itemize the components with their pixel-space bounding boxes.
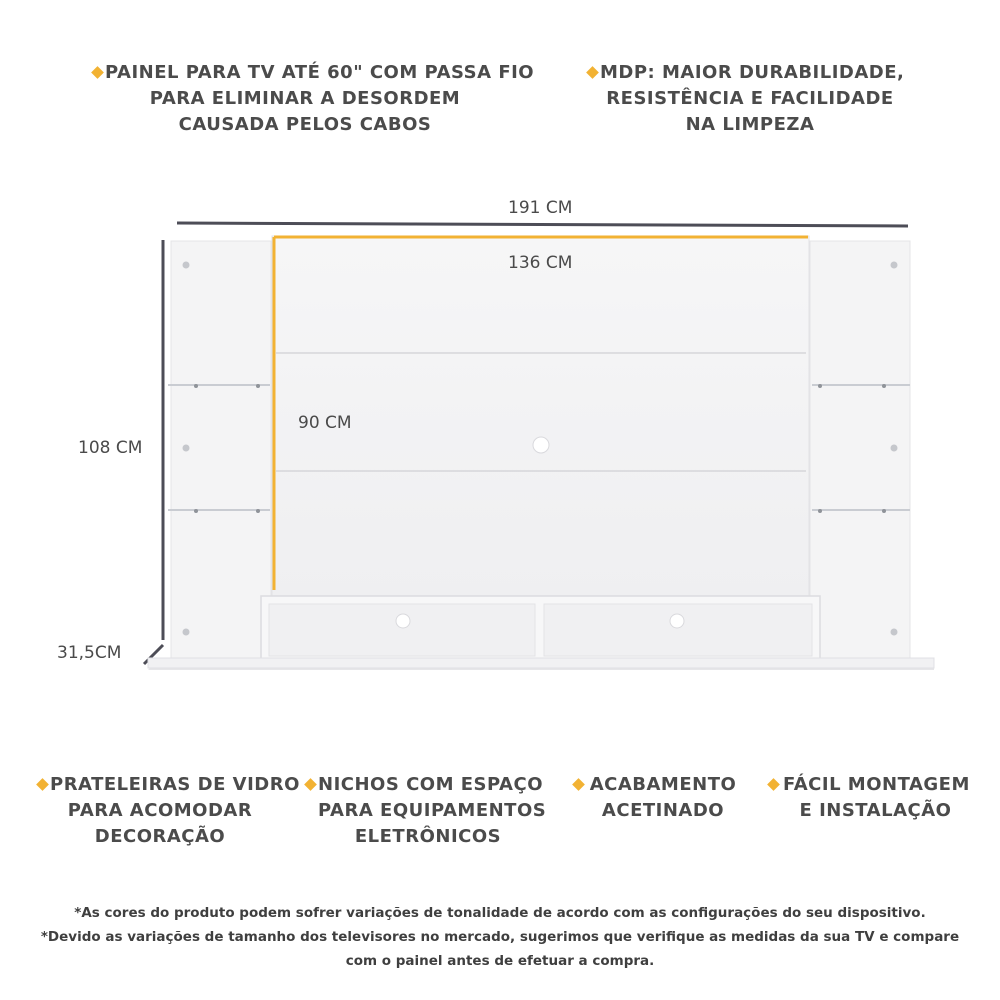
mounting-dot xyxy=(891,445,898,452)
feature-line: PARA ELIMINAR A DESORDEM xyxy=(149,88,461,109)
feature-line: DECORAÇÃO xyxy=(94,826,226,847)
dim-total-width: 191 CM xyxy=(508,198,573,218)
center-panel xyxy=(272,236,809,598)
cable-hole xyxy=(396,614,410,628)
feature-line: PRATELEIRAS DE VIDRO xyxy=(50,774,300,795)
feature-line: NICHOS COM ESPAÇO xyxy=(318,774,544,795)
feature-easy-assembly xyxy=(783,772,968,824)
disclaimer-line: *As cores do produto podem sofrer variações de tonalidade de acordo com as configurações do seu dispositivo. xyxy=(74,905,926,921)
feature-line: PARA EQUIPAMENTOS xyxy=(318,800,547,821)
niche-left xyxy=(269,604,535,656)
dim-panel-height: 90 CM xyxy=(298,413,352,433)
feature-line: PAINEL PARA TV ATÉ 60" COM PASSA FIO xyxy=(105,62,535,83)
mounting-dot xyxy=(183,445,190,452)
feature-line: MDP: MAIOR DURABILIDADE, xyxy=(600,62,905,83)
feature-line: ACETINADO xyxy=(601,800,725,821)
cable-hole xyxy=(670,614,684,628)
feature-line: ELETRÔNICOS xyxy=(354,826,502,847)
mounting-dot xyxy=(183,629,190,636)
feature-niches xyxy=(318,772,547,850)
feature-glass-shelves xyxy=(50,772,300,850)
dim-panel-width: 136 CM xyxy=(508,253,573,273)
disclaimer-line: *Devido as variações de tamanho dos televisores no mercado, sugerimos que verifique as medidas da sua TV e compare xyxy=(40,929,960,945)
disclaimer-line: com o painel antes de efetuar a compra. xyxy=(345,953,655,969)
disclaimer xyxy=(0,901,1000,973)
base-board-top xyxy=(148,658,934,668)
mounting-dot xyxy=(183,262,190,269)
mounting-dot xyxy=(891,262,898,269)
feature-line: FÁCIL MONTAGEM xyxy=(783,774,970,795)
cable-hole xyxy=(533,437,549,453)
feature-line: ACABAMENTO xyxy=(589,774,737,795)
feature-line: E INSTALAÇÃO xyxy=(799,800,952,821)
feature-line: PARA ACOMODAR xyxy=(67,800,253,821)
dim-depth: 31,5CM xyxy=(57,643,122,663)
dim-total-height: 108 CM xyxy=(78,438,143,458)
mounting-dot xyxy=(891,629,898,636)
feature-line: CAUSADA PELOS CABOS xyxy=(178,114,432,135)
feature-line: NA LIMPEZA xyxy=(685,114,815,135)
width-dimension-line xyxy=(177,223,908,226)
feature-line: RESISTÊNCIA E FACILIDADE xyxy=(606,88,894,109)
feature-finish xyxy=(588,772,738,824)
niche-right xyxy=(544,604,812,656)
